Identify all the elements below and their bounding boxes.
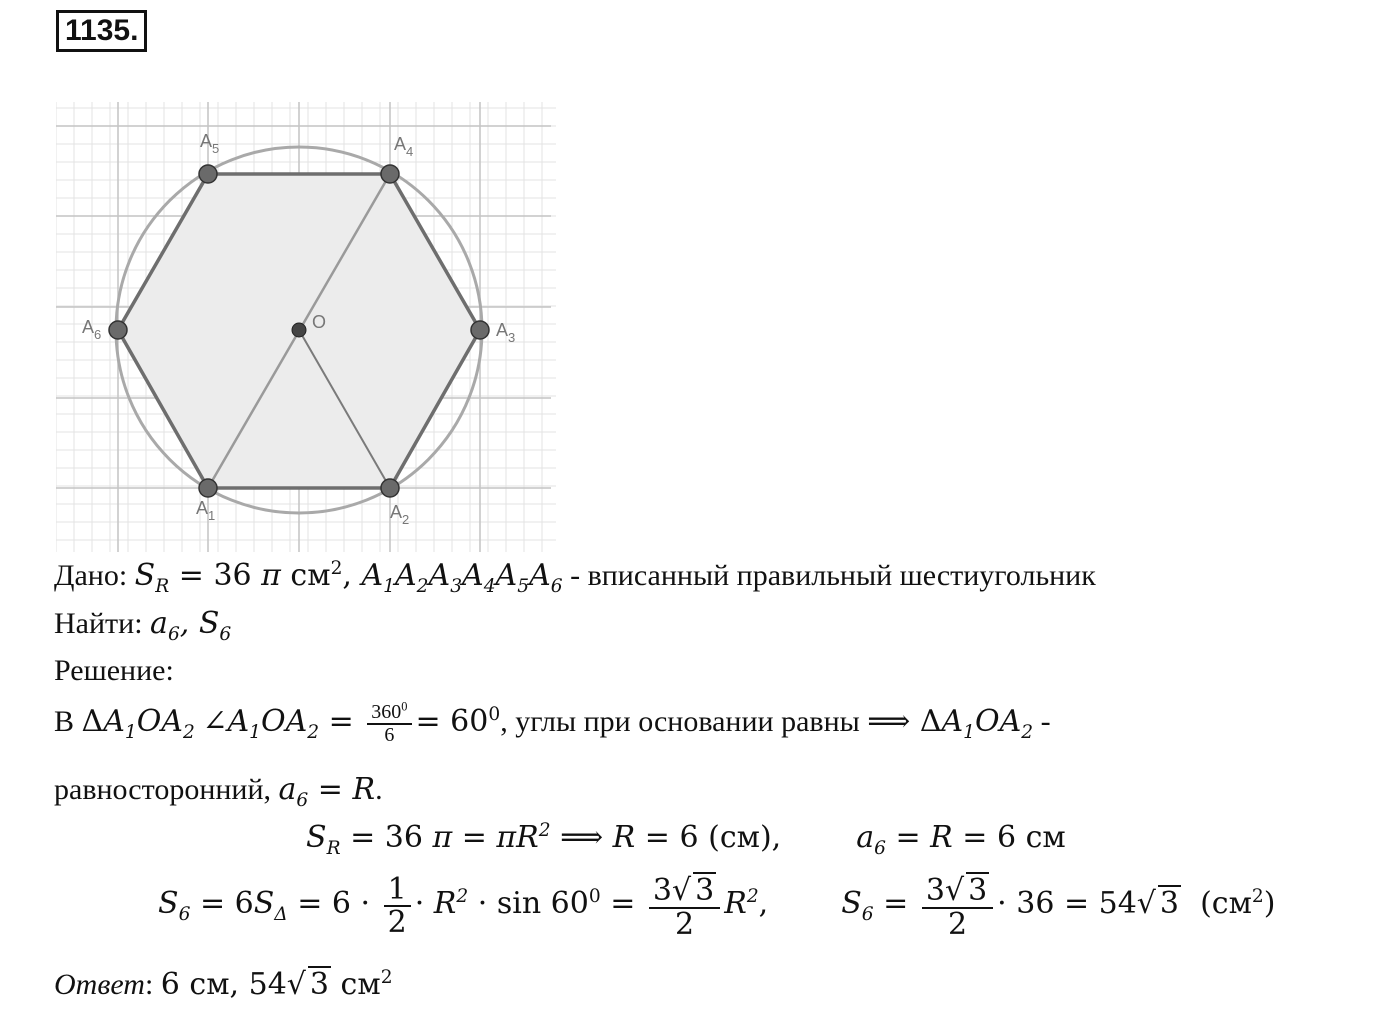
fraction-3sqrt3-2-b: $\frac{3√ 3}{2}$ bbox=[922, 872, 993, 941]
solution-prefix: В bbox=[54, 704, 75, 738]
given-line: Дано: $S_R = 36$ π $см^2$, $A_1A_2A_3A_4A_5A_6$ - вписанный правильный шестиугольник bbox=[54, 558, 1096, 597]
unit-cm: см bbox=[1025, 820, 1066, 855]
answer-line: Ответ: 6 см, 54√ 3 $см^2$ bbox=[54, 967, 393, 1002]
label-a5: $A_5$ bbox=[200, 131, 220, 156]
formula-radius: $S_R = 36$ $\pi = \pi R^2$ ⟹ R = 6 (см), $a_6 = R = 6$ см bbox=[306, 820, 1066, 859]
solution-line2-text: равносторонний, bbox=[54, 773, 272, 806]
find-line: Найти: $a_6$, $S_6$ bbox=[54, 606, 232, 645]
label-a4: $A_4$ bbox=[394, 134, 414, 159]
label-a6: $A_6$ bbox=[82, 317, 102, 342]
given-label: Дано: bbox=[54, 559, 128, 592]
label-a1: $A_1$ bbox=[196, 498, 216, 523]
solution-line-2: равносторонний, $a_6 = R$. bbox=[54, 772, 383, 811]
solution-line1-text: , углы при основании равны bbox=[500, 704, 860, 738]
label-a3: $A_3$ bbox=[496, 320, 516, 345]
answer-value: 6 см, 54 bbox=[160, 967, 287, 1002]
unit-cm-paren: (см) bbox=[708, 820, 772, 855]
answer-label: Ответ bbox=[54, 968, 145, 1001]
solution-label: Решение: bbox=[54, 654, 174, 687]
problem-number: 1135. bbox=[56, 10, 147, 52]
hexagon-figure bbox=[56, 102, 556, 552]
label-a2: $A_2$ bbox=[390, 502, 410, 527]
label-o: O bbox=[312, 312, 327, 332]
fraction-3sqrt3-2: $\frac{3√ 3}{2}$ bbox=[649, 872, 720, 941]
find-label: Найти: bbox=[54, 607, 143, 640]
fraction-360-6: $\frac{360^0}{6}$ bbox=[367, 702, 411, 746]
fraction-one-half: $\frac{1}{2}$ bbox=[384, 874, 411, 939]
given-text: - вписанный правильный шестиугольник bbox=[570, 559, 1096, 592]
solution-line-1: В $\Delta A_1OA_2$ $\angle A_1OA_2$ = $\frac{360^0}{6}$ = $60^0$, углы при основании равны ⟹ $\Delta A_1OA_2$ - bbox=[54, 699, 1051, 746]
formula-area: $S_6 = 6S_\Delta = 6$ · $\frac{1}{2}$ · $R^2 \cdot \sin 60^0$ = $\frac{3√ 3}{2}$ $R^2$, $S_6$ = $\frac{3√ 3}{2}$ · 36 = 54√ 3 $(см^2)$ bbox=[158, 871, 1276, 942]
